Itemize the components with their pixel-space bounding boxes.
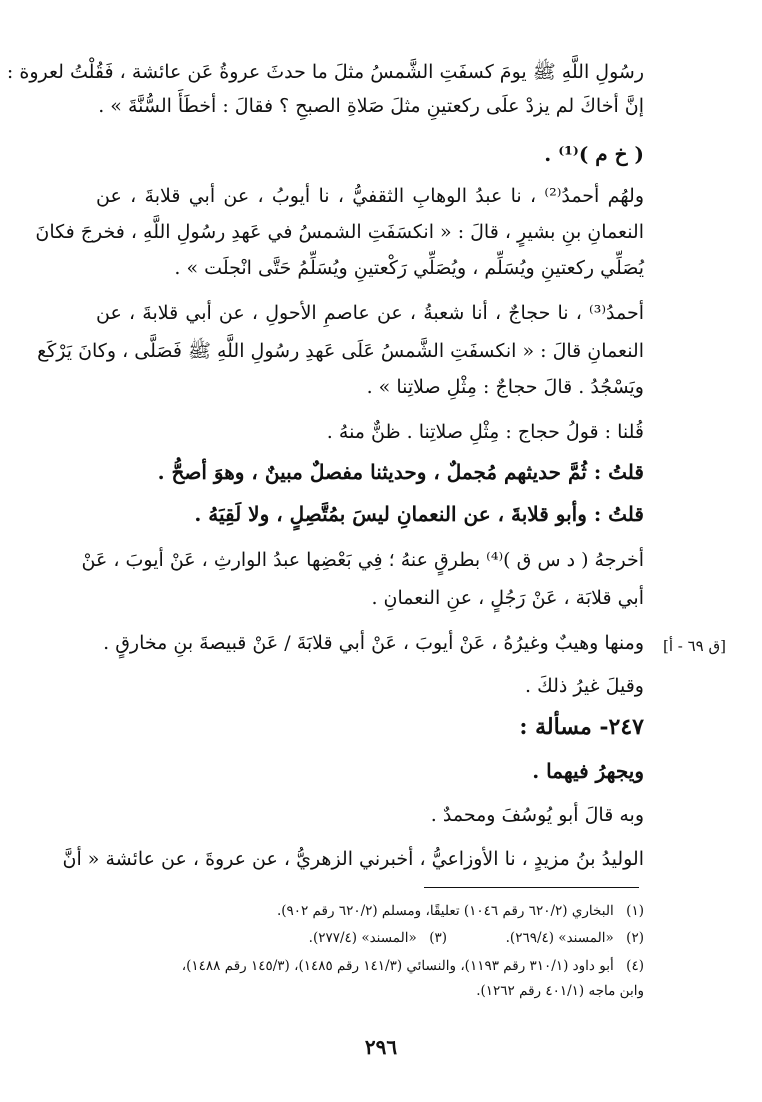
- text-line: النعمانِ قالَ : « انكسفَتِ الشَّمسُ عَلَى عَهدِ رسُولِ اللَّهِ ﷺ فَصَلَّى ، وكانَ يَرْكَع: [37, 340, 644, 362]
- footnote-4-continuation: [88, 980, 644, 1002]
- footnote-2-3: [88, 927, 644, 949]
- footnote-4: [88, 955, 644, 977]
- footnote-number: (٤): [626, 958, 644, 974]
- text-line: قُلنا : قولُ حجاج : مِثْلِ صلاتِنا . ظنٌّ منهُ .: [326, 421, 644, 443]
- text-line: أخرجهُ ( د س ق )⁽⁴⁾ بطرقٍ عنهُ ؛ فِي بَعْضِها عبدُ الوارثِ ، عَنْ أيوبَ ، عَنْ: [81, 549, 644, 571]
- footnote-text: وابن ماجه (٤٠١/١ رقم ١٢٦٢).: [476, 983, 644, 999]
- footnote-text: «المسند» (٢٦٩/٤).: [505, 930, 614, 946]
- footnote-number: (١): [626, 903, 644, 919]
- bold-remark-line: قلتُ : وأبو قلابةَ ، عن النعمانِ ليسَ بمُتَّصِلٍ ، ولا لَقِيَهُ .: [194, 502, 644, 526]
- section-subheading: ويجهرُ فيهما .: [532, 759, 644, 783]
- text-line: أبي قلابَة ، عَنْ رَجُلٍ ، عنِ النعمانِ .: [371, 587, 644, 609]
- footnote-number: (٣): [429, 930, 448, 946]
- text-line: ولهُم أحمدُ⁽²⁾ ، نا عبدُ الوهابِ الثقفيُّ ، نا أيوبُ ، عن أبي قلابةَ ، عن: [96, 185, 644, 207]
- text-line: النعمانِ بنِ بشيرٍ ، قالَ : « انكسَفَتِ الشمسُ في عَهدِ رسُولِ اللَّهِ ، فخرجَ فكانَ: [35, 221, 644, 243]
- text-line: وبه قالَ أبو يُوسُفَ ومحمدٌ .: [430, 804, 644, 826]
- footnote-text: «المسند» (٢٧٧/٤).: [308, 930, 417, 946]
- text-line: الوليدُ بنُ مزيدٍ ، نا الأوزاعيُّ ، أخبرني الزهريُّ ، عن عروةَ ، عن عائشة « أنَّ: [62, 848, 644, 870]
- citation-line: ( خ م )⁽¹⁾ .: [544, 142, 644, 166]
- bold-remark-line: قلتُ : ثُمَّ حديثهم مُجملٌ ، وحديثنا مفصلٌ مبينٌ ، وهوَ أصحُّ .: [157, 460, 644, 484]
- text-line: أحمدُ⁽³⁾ ، نا حجاجٌ ، أنا شعبةُ ، عن عاصمِ الأحولِ ، عن أبي قلابةَ ، عن: [96, 302, 644, 324]
- footnote-separator: [424, 887, 639, 888]
- page-number: ٢٩٦: [364, 1035, 398, 1059]
- text-line: ومنها وهيبٌ وغيرُهُ ، عَنْ أيوبَ ، عَنْ أبي قلابَةَ / عَنْ قبيصةَ بنِ مخارقٍ .: [103, 632, 644, 654]
- text-line: رسُولِ اللَّهِ ﷺ يومَ كسفَتِ الشَّمسُ مثلَ ما حدثَ عروةُ عَن عائشة ، فَقُلْتُ لعروة :: [6, 61, 644, 83]
- section-heading: ٢٤٧- مسألة :: [519, 714, 644, 740]
- text-line: يُصَلِّي ركعتينِ ويُسَلِّم ، ويُصَلِّي رَكْعتينِ ويُسَلِّمُ حَتَّى انْجلَت » .: [174, 257, 644, 279]
- footnote-1: [88, 900, 644, 922]
- footnote-text: البخاري (٦٢٠/٢ رقم ١٠٤٦) تعليقًا، ومسلم (٦٢٠/٢ رقم ٩٠٢).: [276, 903, 614, 919]
- footnote-number: (٢): [626, 930, 644, 946]
- text-line: وقيلَ غيرُ ذلكَ .: [525, 675, 644, 697]
- text-line: إنَّ أخاكَ لم يزدْ علَى ركعتينِ مثلَ صَلاةِ الصبحِ ؟ فقالَ : أخطَأَ السُّنَّةَ » .: [98, 95, 644, 117]
- manuscript-margin-note: [ق ٦٩ - أ]: [662, 637, 726, 655]
- footnote-text: أبو داود (٣١٠/١ رقم ١١٩٣)، والنسائي (١٤١/٣ رقم ١٤٨٥)، (١٤٥/٣ رقم ١٤٨٨)،: [181, 958, 614, 974]
- text-line: ويَسْجُدُ . قالَ حجاجٌ : مِثْلِ صلاتِنا » .: [366, 376, 644, 398]
